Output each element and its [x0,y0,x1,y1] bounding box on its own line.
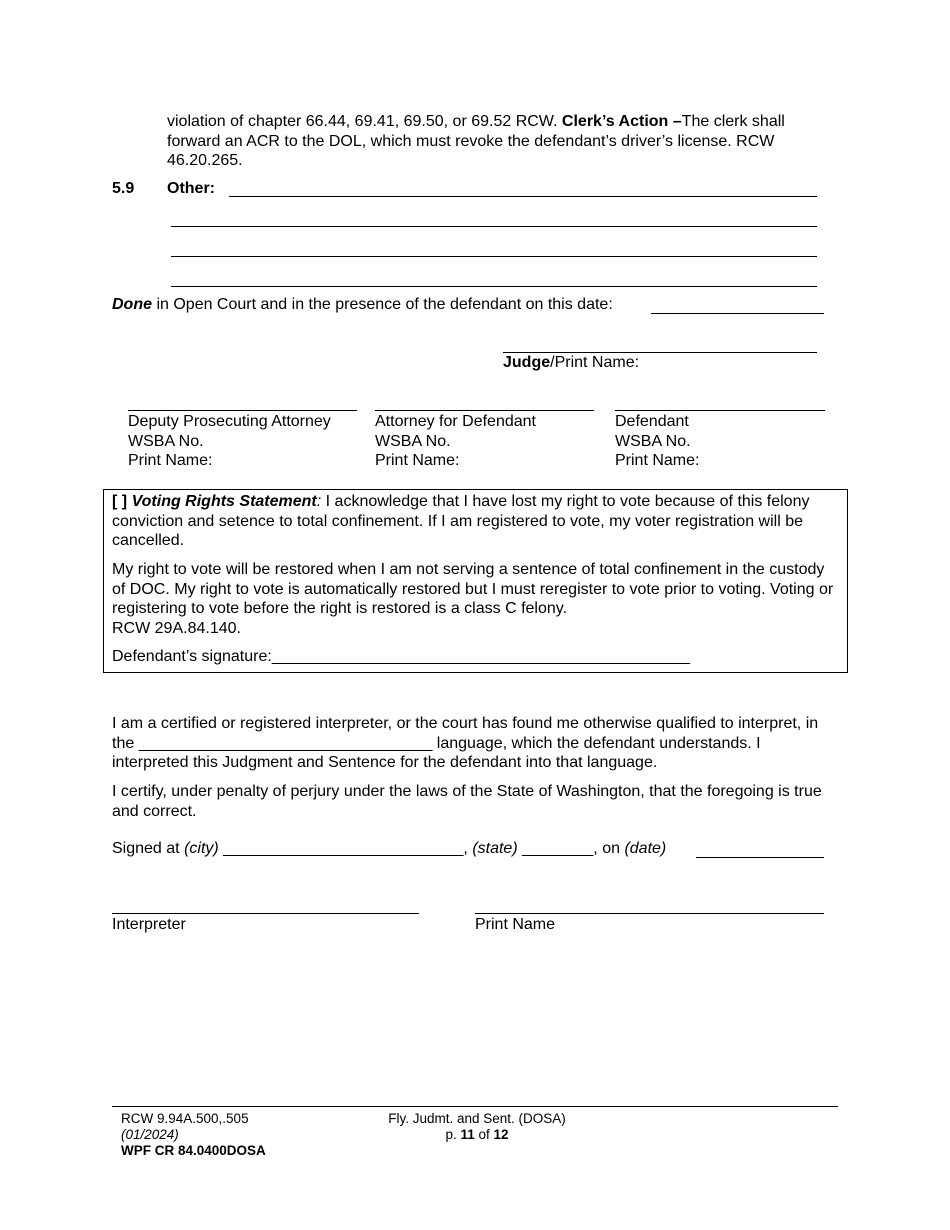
language-field[interactable]: _________________________________ [138,734,433,752]
print-name-label: Print Name [475,916,556,933]
print-name-line[interactable] [475,913,824,914]
footer-rcw: RCW 9.94A.500,.505 [121,1111,249,1126]
defendant-block [615,412,699,471]
clerk-action-paragraph: violation of chapter 66.44, 69.41, 69.50, or 69.52 RCW. Clerk’s Action –The clerk shall forward an ACR to the DOL, which must revoke the defendant’s driver’s license. RCW 46.20.265. [167,113,785,169]
voting-rights-box [103,489,848,673]
interpreter-paragraph-2: I certify, under penalty of perjury under the laws of the State of Washington, that the foregoing is true and correct. [112,783,822,820]
signatory-title: Attorney for Defendant [375,413,536,430]
voting-title: Voting Rights Statement [131,493,317,510]
signatory-print-name: Print Name: [615,452,700,469]
defendant-signature-field[interactable]: Defendant’s signature:_______________________________________________ [112,648,691,665]
signatory-wsba: WSBA No. [375,432,451,450]
other-line-2[interactable] [171,226,817,227]
footer-revision-date: (01/2024) [121,1127,179,1142]
signatory-print-name: Print Name: [375,452,460,469]
defendant-signature-line[interactable] [615,410,825,411]
signatory-wsba: WSBA No. [128,432,204,450]
footer-page-number: p. 11 of 12 [445,1127,509,1142]
date-line[interactable] [651,313,824,314]
voting-paragraph-2: My right to vote will be restored when I am not serving a sentence of total confinement in the custody of DOC. My right to vote is automatically restored but I must reregister to vote prior to voting. Voting or registering to vote before the right is restored is a class C felony. RCW 29A.84.140. [112,561,834,637]
defense-attorney-signature-line[interactable] [375,410,594,411]
prosecutor-signature-line[interactable] [128,410,357,411]
other-label: Other: [167,180,215,197]
footer-doc-title: Fly. Judmt. and Sent. (DOSA) [388,1111,566,1126]
other-line-4[interactable] [171,286,817,287]
footer-divider [112,1106,838,1107]
voting-paragraph-1: [ ] Voting Rights Statement: I acknowledge that I have lost my right to vote because of this felony conviction and setence to total confinement. If I am registered to vote, my voter registration will be cancelled. [112,493,810,549]
footer-form-number: WPF CR 84.0400DOSA [121,1143,266,1158]
signatory-wsba: WSBA No. [615,432,691,450]
judge-signature-line[interactable] [503,352,817,353]
prosecutor-block [128,412,331,471]
clerk-action-label: Clerk’s Action – [561,113,682,130]
signatory-title: Deputy Prosecuting Attorney [128,413,331,430]
judge-label: Judge/Print Name: [503,354,640,371]
other-line-1[interactable] [229,196,817,197]
section-number: 5.9 [112,180,135,197]
state-field[interactable]: ________ [517,840,594,857]
interpreter-signature-line[interactable] [112,913,419,914]
footer-left [121,1111,266,1159]
signatory-title: Defendant [615,413,689,430]
other-line-3[interactable] [171,256,817,257]
voting-checkbox[interactable]: [ ] [112,493,128,510]
done-statement: Done in Open Court and in the presence of the defendant on this date: [112,296,613,313]
signed-date-line[interactable] [696,857,824,858]
signed-at-line: Signed at (city) ___________________________, (state) ________, on (date) [112,840,667,857]
city-field[interactable]: ___________________________ [218,840,464,857]
interpreter-label: Interpreter [112,916,186,933]
footer-center [370,1111,584,1143]
defense-attorney-block [375,412,536,471]
signatory-print-name: Print Name: [128,452,213,469]
interpreter-paragraph-1: I am a certified or registered interpreter, or the court has found me otherwise qualified to interpret, in the _________________________________ language, which the defendant understands. I interpreted this Judgment and Sentence for the defendant into that language. [112,715,819,771]
